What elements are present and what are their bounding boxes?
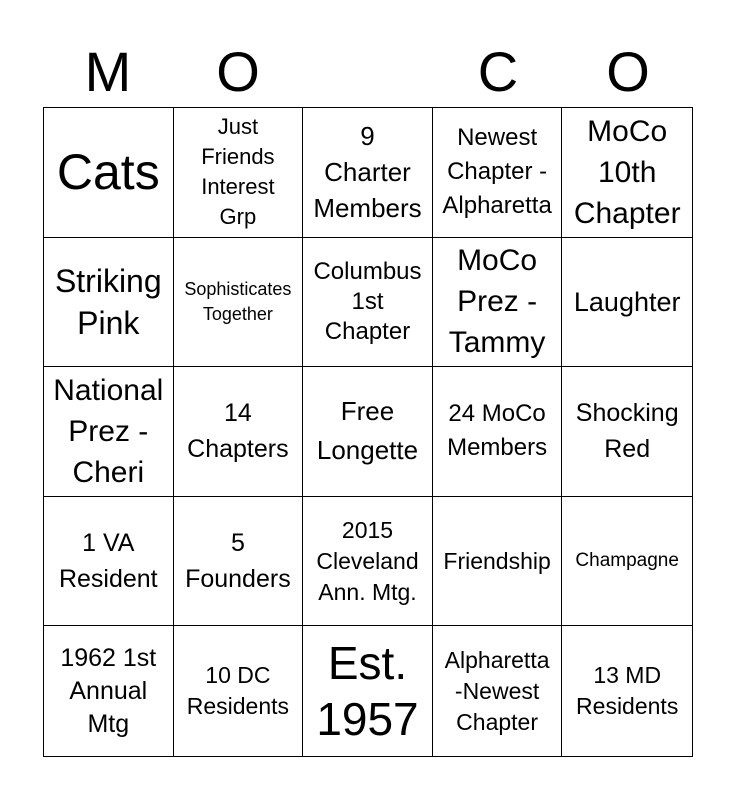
cell-text: MoCo — [457, 244, 538, 278]
cell-text: 2015 — [341, 516, 394, 543]
cell-text: 14 — [223, 399, 252, 428]
bingo-cell-champagne[interactable] — [562, 497, 692, 627]
cell-text: Cats — [56, 143, 160, 200]
bingo-cell-charter-members[interactable] — [303, 108, 433, 238]
cell-text: 13 MD — [593, 662, 662, 689]
cell-text: Newest — [457, 124, 538, 152]
bingo-cell-just-friends[interactable] — [174, 108, 304, 238]
cell-text: Alpharetta — [444, 646, 550, 673]
cell-text: Prez - — [457, 285, 538, 319]
cell-text: Annual — [69, 676, 148, 705]
cell-text: Laughter — [573, 286, 681, 317]
cell-text: Striking — [54, 262, 162, 299]
cell-text: Grp — [219, 204, 257, 230]
cell-text: Residents — [576, 693, 679, 720]
cell-text: 9 — [360, 121, 375, 152]
cell-text: Shocking — [575, 399, 679, 428]
cell-text: Members — [313, 193, 422, 224]
bingo-cell-13-md[interactable] — [562, 626, 692, 756]
cell-text: Together — [202, 303, 273, 324]
cell-text: Cheri — [72, 455, 145, 489]
bingo-board — [43, 107, 693, 757]
header-letter-1: M — [84, 40, 132, 103]
cell-text: Friends — [201, 144, 275, 170]
bingo-cell-va-resident[interactable] — [44, 497, 174, 627]
cell-text: Sophisticates — [184, 278, 292, 299]
cell-text: Cleveland — [316, 547, 419, 574]
cell-text: 1957 — [316, 693, 419, 746]
bingo-cell-1962-annual[interactable] — [44, 626, 174, 756]
cell-text: 24 MoCo — [448, 400, 546, 428]
cell-text: 1 VA — [82, 529, 135, 558]
cell-text: Prez - — [68, 414, 149, 448]
cell-text: 10th — [598, 155, 657, 189]
bingo-cell-sophisticates[interactable] — [174, 238, 304, 368]
bingo-cell-2015-cleveland[interactable] — [303, 497, 433, 627]
cell-text: Pink — [77, 304, 140, 341]
header-letter-3 — [303, 40, 433, 104]
cell-text: Members — [447, 434, 548, 462]
cell-text: 10 DC — [205, 662, 271, 689]
cell-text: Founders — [185, 565, 291, 594]
bingo-cell-cats[interactable] — [44, 108, 174, 238]
bingo-cell-national-prez[interactable] — [44, 367, 174, 497]
cell-text: 1962 1st — [60, 643, 157, 672]
bingo-cell-newest-chapter[interactable] — [433, 108, 563, 238]
bingo-cell-14-chapters[interactable] — [174, 367, 304, 497]
cell-text: Columbus — [313, 257, 422, 285]
bingo-cell-24-moco[interactable] — [433, 367, 563, 497]
bingo-cell-moco-prez[interactable] — [433, 238, 563, 368]
cell-text: National — [53, 373, 164, 407]
header-letter-2: O — [216, 40, 260, 103]
bingo-cell-striking-pink[interactable] — [44, 238, 174, 368]
cell-text: Red — [604, 435, 651, 464]
cell-text: 5 — [230, 529, 245, 558]
cell-text: Ann. Mtg. — [318, 578, 417, 605]
bingo-cell-laughter[interactable] — [562, 238, 692, 368]
cell-text: Chapter — [456, 708, 538, 735]
cell-text: Friendship — [443, 547, 551, 574]
cell-text: Longette — [316, 435, 419, 466]
cell-text: Alpharetta — [442, 192, 552, 220]
bingo-cell-est-1957[interactable] — [303, 626, 433, 756]
bingo-cell-free-longette[interactable] — [303, 367, 433, 497]
cell-text: Chapter - — [447, 158, 548, 186]
bingo-cell-columbus[interactable] — [303, 238, 433, 368]
cell-text: -Newest — [454, 677, 540, 704]
bingo-cell-10-dc[interactable] — [174, 626, 304, 756]
cell-text: Resident — [58, 565, 158, 594]
cell-text: Chapters — [187, 435, 289, 464]
cell-text: Chapter — [573, 196, 681, 230]
bingo-cell-moco-10th[interactable] — [562, 108, 692, 238]
cell-text: Residents — [186, 693, 290, 720]
cell-text: Mtg — [87, 709, 130, 738]
bingo-cell-5-founders[interactable] — [174, 497, 304, 627]
cell-text: MoCo — [587, 114, 668, 148]
bingo-cell-friendship[interactable] — [433, 497, 563, 627]
cell-text: Free — [340, 396, 395, 427]
cell-text: Just — [217, 114, 259, 140]
bingo-cell-shocking-red[interactable] — [562, 367, 692, 497]
header-letter-5: O — [606, 40, 650, 103]
header-letter-4: C — [477, 40, 519, 103]
cell-text: 1st — [351, 287, 384, 315]
cell-text: Est. — [327, 637, 408, 690]
bingo-cell-alpharetta-newest[interactable] — [433, 626, 563, 756]
cell-text: Champagne — [575, 549, 679, 571]
cell-text: Interest — [201, 174, 275, 200]
cell-text: Chapter — [324, 317, 411, 345]
cell-text: Tammy — [448, 326, 546, 360]
bingo-header — [43, 40, 693, 104]
cell-text: Charter — [324, 157, 411, 188]
